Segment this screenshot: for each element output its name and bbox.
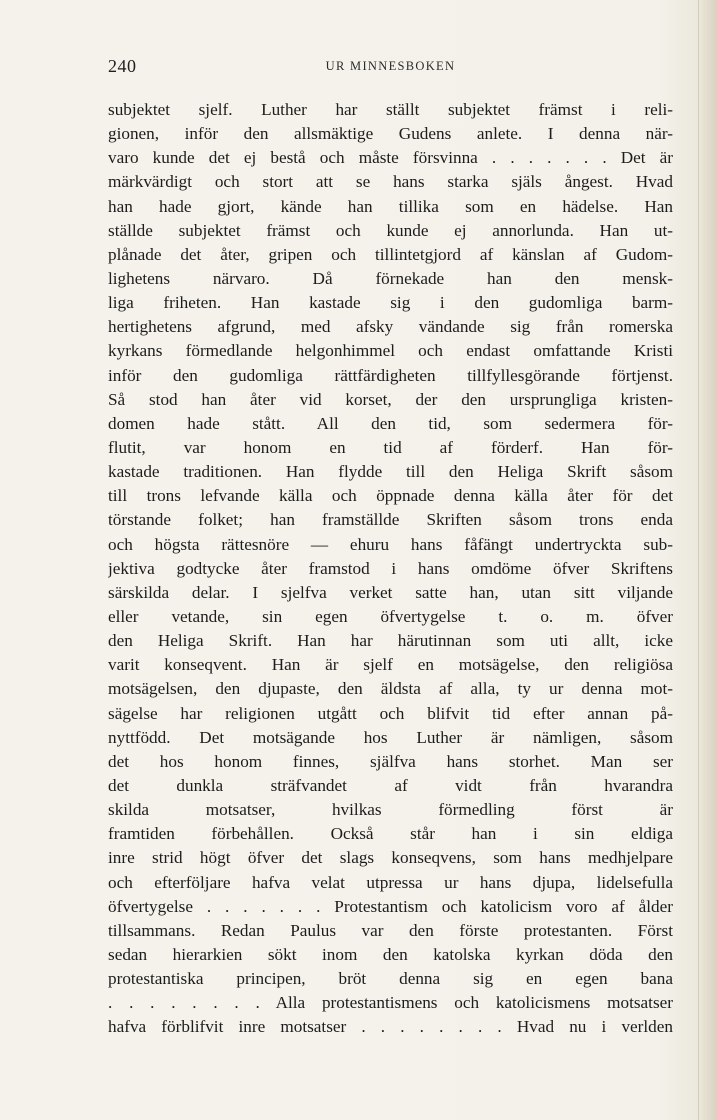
text-line: kastade traditionen. Han flydde till den Heliga Skrift såsom — [108, 462, 673, 482]
text-line: den Heliga Skrift. Han har härutinnan som uti allt, icke — [108, 631, 673, 651]
page-spine-shadow — [698, 0, 717, 1120]
page-number: 240 — [108, 56, 137, 76]
text-line: lighetens närvaro. Då förnekade han den mensk- — [108, 268, 673, 288]
text-line: särskilda delar. I sjelfva verket satte han, utan sitt viljande — [108, 582, 673, 602]
text-line: inre strid högt öfver det slags konseqvens, som hans medhjelpare — [108, 848, 673, 868]
text-line: subjektet sjelf. Luther har ställt subjektet främst i reli- — [108, 100, 673, 119]
text-line: protestantiska principen, bröt denna sig en egen bana — [108, 969, 673, 989]
running-title: UR MINNESBOKEN — [325, 59, 456, 73]
text-line: törstande folket; han framställde Skriften såsom trons enda — [108, 510, 673, 530]
running-head — [108, 56, 673, 80]
text-line: domen hade stått. All den tid, som sedermera för- — [108, 413, 673, 433]
text-line: varit konseqvent. Han är sjelf en motsägelse, den religiösa — [108, 655, 673, 675]
text-line: hafva förblifvit inre motsatser . . . . . . . . Hvad nu i verlden — [108, 1017, 673, 1037]
text-line: det dunkla sträfvandet af vidt från hvarandra — [108, 775, 673, 795]
text-line: det hos honom finnes, själfva hans storhet. Man ser — [108, 751, 673, 771]
text-line: ställde subjektet främst och kunde ej annorlunda. Han ut- — [108, 220, 673, 240]
text-line: framtiden förbehållen. Också står han i sin eldiga — [108, 824, 673, 844]
text-line: kyrkans förmedlande helgonhimmel och endast omfattande Kristi — [108, 341, 673, 361]
text-line: till trons lefvande källa och öppnade denna källa åter för det — [108, 486, 673, 506]
text-line: jektiva godtycke åter framstod i hans omdöme öfver Skriftens — [108, 558, 673, 578]
text-line: skilda motsatser, hvilkas förmedling först är — [108, 800, 673, 820]
text-line: hertighetens afgrund, med afsky vändande sig från romerska — [108, 317, 673, 337]
text-line: märkvärdigt och stort att se hans starka själs ångest. Hvad — [108, 172, 673, 192]
text-line: tillsammans. Redan Paulus var den förste protestanten. Först — [108, 920, 673, 940]
text-line: inför den gudomliga rättfärdigheten tillfyllesgörande förtjenst. — [108, 365, 673, 385]
text-line: sedan hierarkien sökt inom den katolska kyrkan döda den — [108, 944, 673, 964]
text-line: och efterföljare hafva velat utpressa ur hans djupa, lidelsefulla — [108, 872, 673, 892]
text-line: varo kunde det ej bestå och måste försvinna . . . . . . . Det är — [108, 148, 673, 168]
text-line: Så stod han åter vid korset, der den ursprungliga kristen- — [108, 389, 673, 409]
text-line: plånade det åter, gripen och tillintetgjord af känslan af Gudom- — [108, 244, 673, 264]
text-line: eller vetande, sin egen öfvertygelse t. o. m. öfver — [108, 606, 673, 626]
text-line: gionen, inför den allsmäktige Gudens anlete. I denna när- — [108, 124, 673, 144]
text-line: . . . . . . . . Alla protestantismens och katolicismens motsatser — [108, 993, 673, 1013]
body-text — [108, 98, 673, 1039]
text-line: nyttfödd. Det motsägande hos Luther är nämligen, såsom — [108, 727, 673, 747]
text-line: motsägelsen, den djupaste, den äldsta af alla, ty ur denna mot- — [108, 679, 673, 699]
text-line: han hade gjort, kände han tillika som en hädelse. Han — [108, 196, 673, 216]
text-line: och högsta rättesnöre — ehuru hans fåfängt undertryckta sub- — [108, 534, 673, 554]
text-line: öfvertygelse . . . . . . . Protestantism och katolicism voro af ålder — [108, 896, 673, 916]
text-line: liga friheten. Han kastade sig i den gudomliga barm- — [108, 293, 673, 313]
text-line: flutit, var honom en tid af förderf. Han för- — [108, 437, 673, 457]
text-line: sägelse har religionen utgått och blifvit tid efter annan på- — [108, 703, 673, 723]
